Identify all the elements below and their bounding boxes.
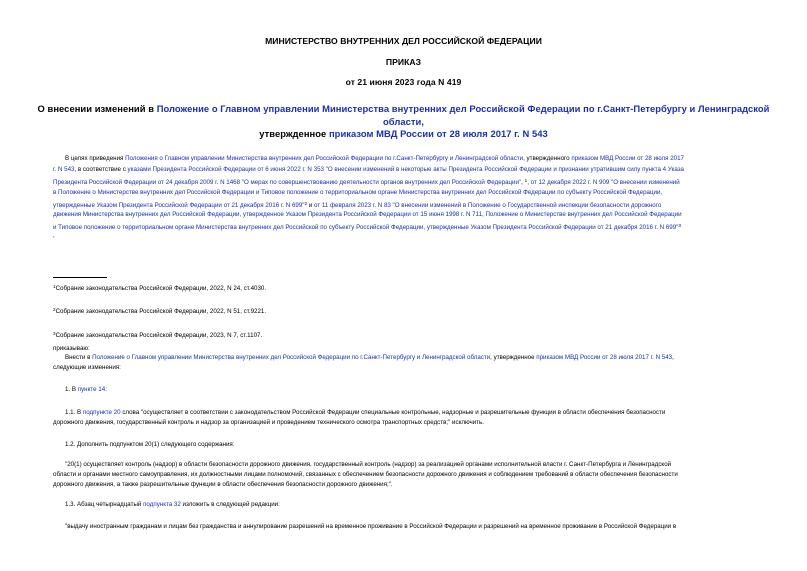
preamble-line-4: [53, 188, 662, 199]
footnote-mark: 3: [53, 331, 56, 336]
footnote-3: [53, 331, 262, 339]
item-text: 1.1. В: [65, 409, 83, 416]
item-1-1-line-2: дорожного движения, государственный контроль и надзор за организацией и проведением технического осмотра транспортных средств;" исключить.: [53, 419, 484, 426]
item-1-1-line-1: [65, 408, 665, 419]
footnote-ref-3[interactable]: 3: [678, 223, 681, 228]
preamble-line-6: [53, 210, 682, 221]
preamble-link-regulation[interactable]: Положения о Главном управлении Министерства внутренних дел Российской Федерации по г.Санкт-Петербургу и Ленинградской области: [125, 155, 524, 162]
document-title: [30, 103, 777, 141]
order-date-number: от 21 июня 2023 года N 419: [345, 77, 462, 87]
item-text: изложить в следующей редакции:: [180, 501, 280, 508]
preamble-text: , утвержденного: [523, 155, 572, 162]
intro-text: Внести в: [65, 354, 93, 361]
item-1-3: [65, 500, 280, 511]
preamble-line-3: [53, 176, 680, 189]
order-word: приказываю:: [53, 345, 90, 352]
preamble-link-decrees[interactable]: указами Президента Российской Федерации от 6 июня 2022 г. N 353 "О внесении изменений в некоторые акты Президента Российской Федерации и признании утратившим силу пункта 4 Указа: [127, 166, 684, 173]
footnote-mark: 2: [53, 307, 56, 312]
footnote-divider: [53, 277, 107, 278]
item-text: 1. В: [65, 386, 78, 393]
item-1-2: 1.2. Дополнить подпунктом 20(1) следующего содержания:: [65, 441, 235, 448]
title-link-regulation[interactable]: Положение о Главном управлении Министерства внутренних дел Российской Федерации по г.Санкт-Петербургу и Ленинградской области,: [156, 103, 770, 127]
intro-line-2: следующие изменения:: [53, 364, 121, 371]
footnote-ref-1[interactable]: 1: [524, 178, 528, 183]
item-text: 1.3. Абзац четырнадцатый: [65, 501, 144, 508]
quote-line-1: "20(1) осуществляет контроль (надзор) в области безопасности дорожного движения, государственный контроль (надзор) за реализацией органами исполнительной власти г. Санкт-Петербурга и Ленинградской: [65, 461, 672, 468]
quote-line-3: дорожного движения, а также разрешительные функции в области обеспечения безопасности дорожного движения;".: [53, 481, 393, 488]
item-1: [65, 385, 107, 396]
preamble-link-decree-909[interactable]: утвержденные Указом Президента Российской Федерации от 21 декабря 2016 г. N 699": [53, 202, 305, 209]
footnote-1: [53, 284, 266, 292]
preamble-end: ,: [53, 232, 55, 239]
preamble-text: В целях приведения: [65, 155, 126, 162]
item-text: :: [105, 386, 107, 393]
preamble-link-decree-83[interactable]: от 11 февраля 2023 г. N 83 "О внесении изменений в Положение о Государственной инспекции безопасности дорожного: [313, 202, 662, 209]
preamble-link-decrees[interactable]: Президента Российской Федерации от 24 декабря 2009 г. N 1468 "О мерах по совершенствованию деятельности органов внутренних дел Российской Федерации": [53, 179, 522, 186]
quote2-line-1: "выдачу иностранным гражданам и лицам без гражданства и аннулирование разрешений на временное проживание в Российской Федерации и разрешений на временное проживание в Российской Федерации в: [65, 523, 677, 530]
preamble-link-order[interactable]: г. N 543: [53, 166, 75, 173]
preamble-link-decree-909[interactable]: в Положение о Министерстве внутренних дел Российской Федерации и Типовое положение о территориальном органе Министерства внутренних дел Российской Федерации по субъекту Российской Федерации,: [53, 189, 663, 196]
footnote-text: Собрание законодательства Российской Федерации, 2023, N 7, ст.1107.: [55, 332, 263, 339]
preamble-link-decree-83[interactable]: движения Министерства внутренних дел Российской Федерации, утвержденное Указом Президента Российской Федерации от 15 июня 1998 г. N 711, Положение о Министерстве внутренних дел Российской Федерации: [53, 211, 682, 218]
preamble-line-2: [53, 165, 684, 176]
intro-line-1: [65, 353, 674, 364]
ministry-heading: МИНИСТЕРСТВО ВНУТРЕННИХ ДЕЛ РОССИЙСКОЙ ФЕДЕРАЦИИ: [265, 36, 542, 46]
intro-text: , утвержденное: [490, 354, 537, 361]
preamble-text: , в соответствие с: [74, 166, 128, 173]
item-text: слова "осуществляет в соответствии с законодательством Российской Федерации специальные контрольные, надзорные и разрешительные функции в области обеспечения безопасности: [120, 409, 666, 416]
footnote-ref-2[interactable]: 2: [304, 201, 308, 206]
title-mid: утвержденное: [259, 128, 329, 139]
preamble-link-decree-83[interactable]: и Типовое положение о территориальном органе Министерства внутренних дел Российской по субъекту Российской Федерации, утвержденные Указом Президента Российской Федерации от 21 декабря 2016 г. N 699": [53, 224, 679, 231]
intro-text: ,: [672, 354, 674, 361]
preamble-text: и: [307, 202, 314, 209]
intro-link-order[interactable]: приказом МВД России от 28 июля 2017 г. N 543: [536, 354, 673, 361]
document-type-heading: ПРИКАЗ: [385, 57, 422, 67]
title-link-order[interactable]: приказом МВД России от 28 июля 2017 г. N 543: [328, 128, 548, 139]
item-link-subpoint-20[interactable]: подпункте 20: [82, 409, 121, 416]
footnote-text: Собрание законодательства Российской Федерации, 2022, N 51, ст.9221.: [55, 308, 267, 315]
preamble-link-order[interactable]: приказом МВД России от 28 июля 2017: [571, 155, 684, 162]
item-link-subpoint-32[interactable]: подпункта 32: [143, 501, 181, 508]
footnote-mark: 1: [53, 284, 56, 289]
footnote-text: Собрание законодательства Российской Федерации, 2022, N 24, ст.4030.: [55, 285, 267, 292]
intro-link-regulation[interactable]: Положение о Главном управлении Министерства внутренних дел Российской Федерации по г.Санкт-Петербургу и Ленинградской области: [92, 354, 491, 361]
quote-line-2: области и органами местного самоуправления, их должностными лицами полномочий, связанных с обеспечением безопасности дорожного движения и соблюдением требований в области обеспечения безопасности: [53, 471, 678, 478]
title-prefix: О внесении изменений в: [37, 103, 157, 114]
preamble-link-decree-909[interactable]: , от 12 декабря 2022 г. N 909 "О внесении изменений: [527, 179, 680, 186]
footnote-2: [53, 307, 266, 315]
preamble-text: ,: [521, 179, 525, 186]
preamble-line-1: [65, 154, 684, 165]
preamble-line-7: [53, 221, 681, 234]
item-link-point-14[interactable]: пункте 14: [77, 386, 106, 393]
